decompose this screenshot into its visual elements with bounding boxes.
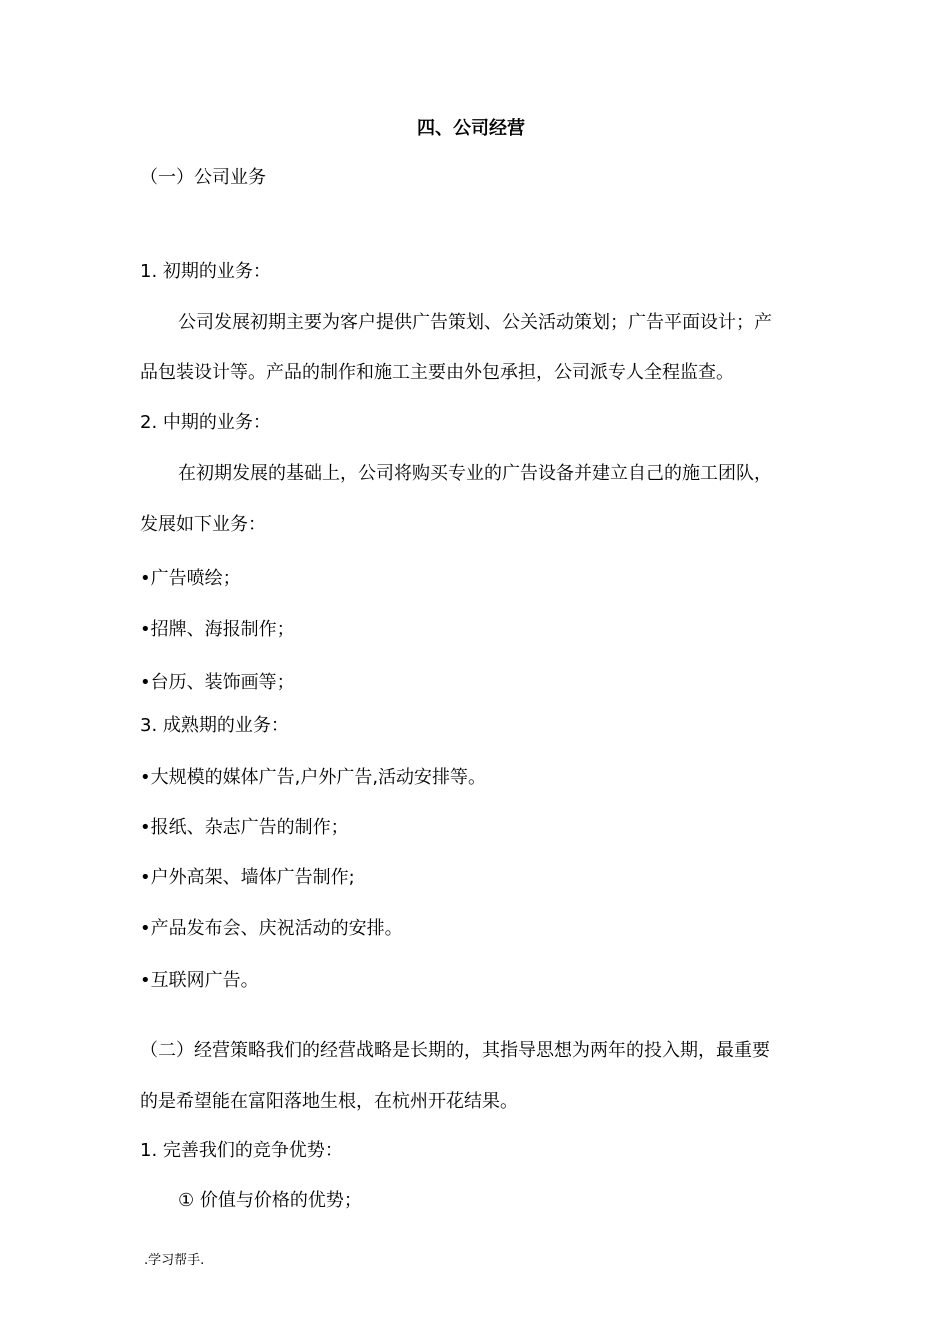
section2-line1: （二）经营策略我们的经营战略是长期的，其指导思想为两年的投入期，最重要 bbox=[140, 1040, 770, 1061]
mature-bullet-item: •产品发布会、庆祝活动的安排。 bbox=[140, 918, 403, 939]
page-footer: .学习帮手. bbox=[144, 1253, 205, 1268]
mature-bullet-item: •互联网广告。 bbox=[140, 970, 259, 991]
section1-heading: （一）公司业务 bbox=[140, 167, 266, 188]
competitive-heading: 1. 完善我们的竞争优势： bbox=[140, 1140, 343, 1161]
mid-bullet-item: •台历、装饰画等； bbox=[140, 672, 295, 693]
mid-bullet-item: •广告喷绘； bbox=[140, 568, 241, 589]
mid-bullet-item: •招牌、海报制作； bbox=[140, 619, 295, 640]
mid-paragraph-line2: 发展如下业务： bbox=[140, 514, 266, 535]
mature-heading: 3. 成熟期的业务： bbox=[140, 715, 289, 736]
mid-paragraph-line1: 在初期发展的基础上，公司将购买专业的广告设备并建立自己的施工团队， bbox=[178, 463, 772, 484]
mid-heading: 2. 中期的业务： bbox=[140, 412, 271, 433]
page-title: 四、公司经营 bbox=[417, 118, 525, 139]
competitive-item: ① 价值与价格的优势； bbox=[178, 1190, 362, 1211]
section2-line2: 的是希望能在富阳落地生根，在杭州开花结果。 bbox=[140, 1091, 518, 1112]
early-paragraph-line2: 品包装设计等。产品的制作和施工主要由外包承担，公司派专人全程监查。 bbox=[140, 362, 734, 383]
early-heading: 1. 初期的业务： bbox=[140, 261, 271, 282]
mature-bullet-item: •户外高架、墙体广告制作; bbox=[140, 867, 355, 888]
early-paragraph-line1: 公司发展初期主要为客户提供广告策划、公关活动策划；广告平面设计；产 bbox=[178, 312, 772, 333]
mature-bullet-item: •报纸、杂志广告的制作； bbox=[140, 817, 349, 838]
mature-bullet-item: •大规模的媒体广告,户外广告,活动安排等。 bbox=[140, 767, 487, 788]
